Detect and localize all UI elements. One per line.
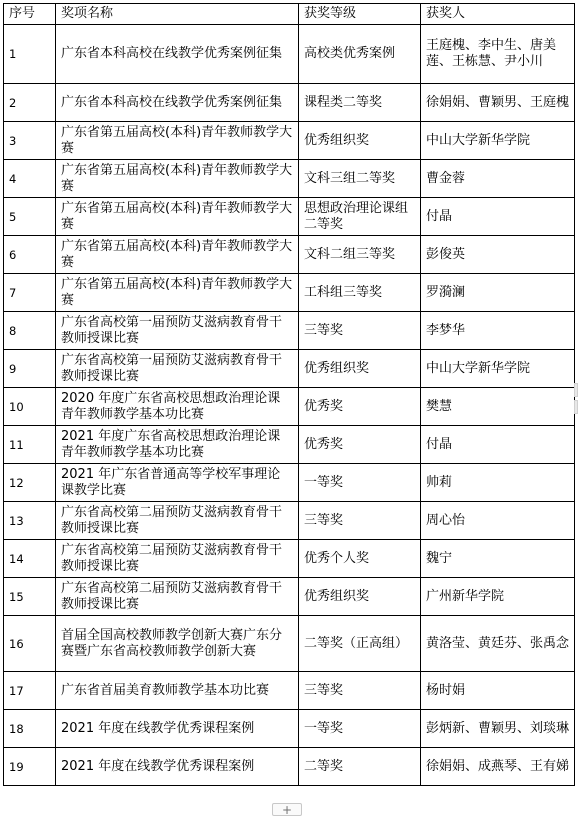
table-row [4,748,575,786]
cell-award: 广东省高校第一届预防艾滋病教育骨干教师授课比赛 [56,350,299,388]
cell-winner: 曹金蓉 [421,160,575,198]
cell-award: 2021 年度广东省高校思想政治理论课青年教师教学基本功比赛 [56,426,299,464]
cell-no: 3 [4,122,56,160]
cell-award: 2021 年广东省普通高等学校军事理论课教学比赛 [56,464,299,502]
table-row [4,464,575,502]
table-row [4,312,575,350]
cell-level: 工科组三等奖 [299,274,421,312]
cell-award: 广东省高校第二届预防艾滋病教育骨干教师授课比赛 [56,578,299,616]
cell-award: 2020 年度广东省高校思想政治理论课青年教师教学基本功比赛 [56,388,299,426]
table-row [4,578,575,616]
cell-award: 广东省本科高校在线教学优秀案例征集 [56,25,299,84]
cell-winner: 王庭槐、李中生、唐美莲、王栋慧、尹小川 [421,25,575,84]
cell-level: 课程类二等奖 [299,84,421,122]
cell-award: 广东省高校第二届预防艾滋病教育骨干教师授课比赛 [56,540,299,578]
cell-winner: 周心怡 [421,502,575,540]
cell-winner: 杨时娟 [421,672,575,710]
table-row [4,426,575,464]
table-row [4,616,575,672]
cell-winner: 黄洛莹、黄廷芬、张禹念 [421,616,575,672]
cell-level: 二等奖（正高组） [299,616,421,672]
cell-no: 18 [4,710,56,748]
cell-level: 高校类优秀案例 [299,25,421,84]
cell-no: 4 [4,160,56,198]
table-row [4,160,575,198]
cell-winner: 中山大学新华学院 [421,122,575,160]
cell-winner: 彭俊英 [421,236,575,274]
cell-level: 文科二组三等奖 [299,236,421,274]
cell-no: 11 [4,426,56,464]
table-row [4,710,575,748]
cell-level: 优秀奖 [299,426,421,464]
table-row [4,122,575,160]
cell-level: 一等奖 [299,710,421,748]
header-winner: 获奖人 [421,4,575,25]
cell-award: 广东省第五届高校(本科)青年教师教学大赛 [56,122,299,160]
cell-award: 广东省本科高校在线教学优秀案例征集 [56,84,299,122]
cell-no: 14 [4,540,56,578]
cell-award: 广东省第五届高校(本科)青年教师教学大赛 [56,274,299,312]
cell-level: 优秀组织奖 [299,350,421,388]
cell-level: 优秀组织奖 [299,122,421,160]
cell-no: 19 [4,748,56,786]
table-row [4,388,575,426]
cell-award: 2021 年度在线教学优秀课程案例 [56,710,299,748]
cell-winner: 徐娟娟、曹颖男、王庭槐 [421,84,575,122]
cell-no: 12 [4,464,56,502]
cell-no: 16 [4,616,56,672]
cell-level: 文科三组二等奖 [299,160,421,198]
cell-level: 优秀奖 [299,388,421,426]
cell-no: 15 [4,578,56,616]
cell-award: 广东省第五届高校(本科)青年教师教学大赛 [56,198,299,236]
cell-award: 广东省高校第一届预防艾滋病教育骨干教师授课比赛 [56,312,299,350]
cell-no: 13 [4,502,56,540]
cell-level: 三等奖 [299,502,421,540]
cell-winner: 李梦华 [421,312,575,350]
cell-no: 1 [4,25,56,84]
header-award: 奖项名称 [56,4,299,25]
header-no: 序号 [4,4,56,25]
cell-winner: 中山大学新华学院 [421,350,575,388]
cell-winner: 魏宁 [421,540,575,578]
cell-award: 广东省第五届高校(本科)青年教师教学大赛 [56,160,299,198]
cell-no: 9 [4,350,56,388]
cell-level: 三等奖 [299,672,421,710]
cell-level: 二等奖 [299,748,421,786]
cell-award: 首届全国高校教师教学创新大赛广东分赛暨广东省高校教师教学创新大赛 [56,616,299,672]
cell-level: 优秀个人奖 [299,540,421,578]
awards-table [3,3,575,786]
cell-no: 5 [4,198,56,236]
cell-no: 8 [4,312,56,350]
cell-award: 广东省首届美育教师教学基本功比赛 [56,672,299,710]
table-row [4,502,575,540]
column-resize-handle[interactable] [574,383,578,397]
table-row [4,84,575,122]
cell-winner: 广州新华学院 [421,578,575,616]
table-row [4,540,575,578]
header-level: 获奖等级 [299,4,421,25]
table-row [4,350,575,388]
row-resize-handle[interactable] [574,400,578,414]
table-row [4,274,575,312]
cell-award: 2021 年度在线教学优秀课程案例 [56,748,299,786]
cell-no: 17 [4,672,56,710]
cell-winner: 彭炳新、曹颖男、刘琰琳 [421,710,575,748]
cell-no: 6 [4,236,56,274]
table-row [4,236,575,274]
cell-level: 三等奖 [299,312,421,350]
table-row [4,25,575,84]
cell-award: 广东省第五届高校(本科)青年教师教学大赛 [56,236,299,274]
cell-level: 优秀组织奖 [299,578,421,616]
cell-level: 一等奖 [299,464,421,502]
cell-level: 思想政治理论课组二等奖 [299,198,421,236]
cell-no: 2 [4,84,56,122]
table-header-row [4,4,575,25]
cell-winner: 付晶 [421,426,575,464]
cell-winner: 帅莉 [421,464,575,502]
cell-winner: 付晶 [421,198,575,236]
cell-winner: 罗漪澜 [421,274,575,312]
cell-no: 7 [4,274,56,312]
cell-award: 广东省高校第二届预防艾滋病教育骨干教师授课比赛 [56,502,299,540]
cell-winner: 樊慧 [421,388,575,426]
cell-no: 10 [4,388,56,426]
table-row [4,672,575,710]
document-sheet [3,3,574,786]
add-row-button[interactable]: + [272,803,302,816]
cell-winner: 徐娟娟、成燕琴、王有娣 [421,748,575,786]
table-row [4,198,575,236]
